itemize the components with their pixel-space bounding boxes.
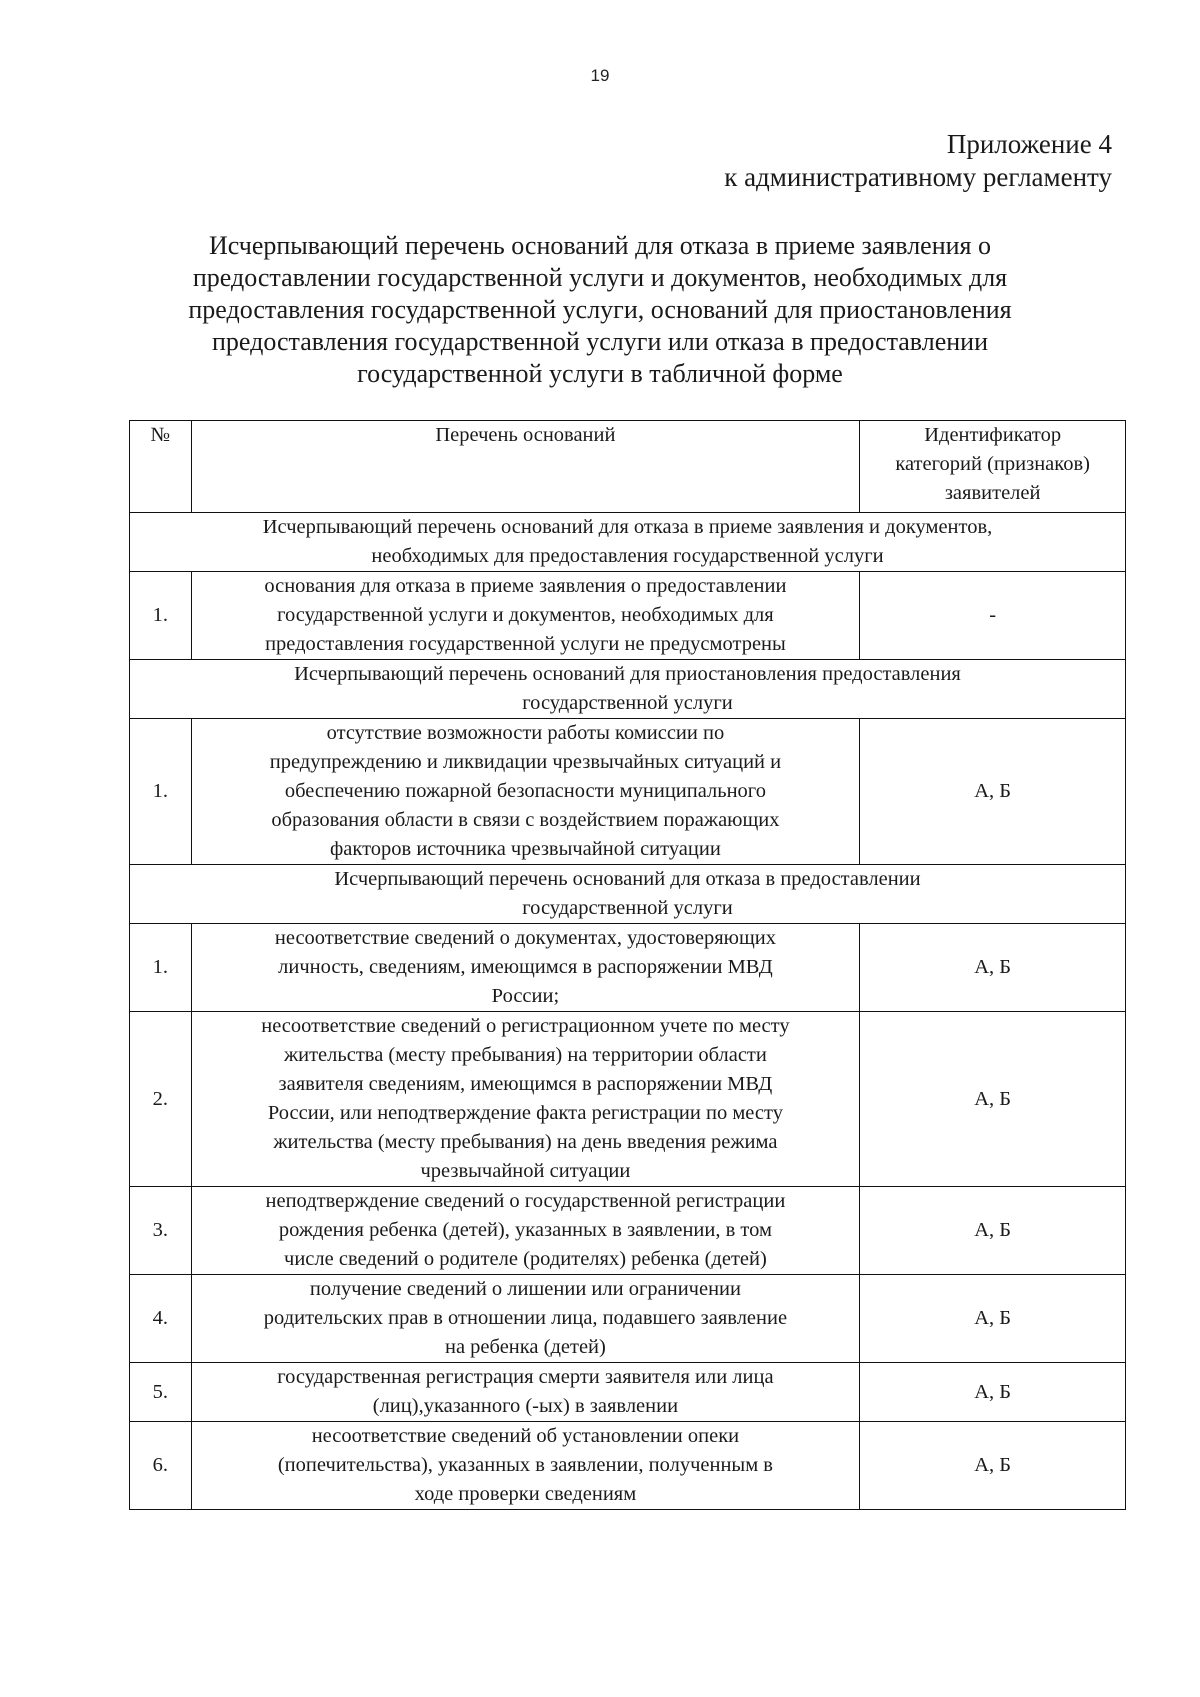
row-description: [191, 719, 860, 865]
table-row: [130, 572, 1126, 660]
row-number: 1.: [130, 719, 192, 865]
row-description-line: государственной услуги и документов, необходимых для: [277, 604, 774, 626]
row-description-line: рождения ребенка (детей), указанных в заявлении, в том: [278, 1219, 772, 1241]
row-number: 5.: [130, 1363, 192, 1422]
table-row: [130, 1187, 1126, 1275]
title-line: предоставлении государственной услуги и документов, необходимых для: [192, 263, 1008, 292]
document-title: [100, 230, 1100, 390]
row-category-id: А, Б: [860, 1363, 1126, 1422]
header-id-line: заявителей: [944, 482, 1041, 504]
header-number: №: [130, 421, 192, 513]
table-row: [130, 1363, 1126, 1422]
section-title-line: Исчерпывающий перечень оснований для приостановления предоставления: [294, 663, 961, 685]
row-description-line: жительства (месту пребывания) на день введения режима: [273, 1131, 778, 1153]
table-row: [130, 924, 1126, 1012]
header-id-line: Идентификатор: [924, 424, 1062, 446]
row-category-id: А, Б: [860, 1422, 1126, 1510]
table-row: [130, 1275, 1126, 1363]
section-title-line: государственной услуги: [522, 897, 733, 919]
row-category-id: А, Б: [860, 1012, 1126, 1187]
row-number: 1.: [130, 572, 192, 660]
table-row: [130, 1012, 1126, 1187]
section-title-line: Исчерпывающий перечень оснований для отказа в приеме заявления и документов,: [262, 516, 993, 538]
row-description-line: родительских прав в отношении лица, подавшего заявление: [263, 1307, 788, 1329]
row-description-line: (лиц),указанного (-ых) в заявлении: [372, 1395, 679, 1417]
row-description: [191, 1012, 860, 1187]
header-applicant-category-id: [860, 421, 1126, 513]
row-description-line: личность, сведениям, имеющимся в распоряжении МВД: [278, 956, 773, 978]
section-header-row: [130, 660, 1126, 719]
title-line: предоставления государственной услуги или отказа в предоставлении: [211, 327, 988, 356]
row-description-line: получение сведений о лишении или ограничении: [309, 1278, 741, 1300]
row-description-line: чрезвычайной ситуации: [420, 1160, 631, 1182]
table-row: [130, 1422, 1126, 1510]
table-row: [130, 719, 1126, 865]
row-description-line: (попечительства), указанных в заявлении, полученным в: [277, 1454, 773, 1476]
section-title-suspension: [130, 660, 1126, 719]
annex-subtitle: к административному регламенту: [724, 162, 1112, 192]
title-line: предоставления государственной услуги, оснований для приостановления: [188, 295, 1012, 324]
row-description-line: несоответствие сведений о документах, удостоверяющих: [274, 927, 776, 949]
title-line: Исчерпывающий перечень оснований для отказа в приеме заявления о: [208, 231, 991, 260]
annex-header: [724, 128, 1112, 194]
row-description-line: предупреждению и ликвидации чрезвычайных ситуаций и: [269, 751, 782, 773]
row-number: 4.: [130, 1275, 192, 1363]
table-header-row: [130, 421, 1126, 513]
row-description-line: предоставления государственной услуги не предусмотрены: [265, 633, 786, 655]
header-grounds-list: Перечень оснований: [191, 421, 860, 513]
row-category-id: -: [860, 572, 1126, 660]
grounds-table: [129, 420, 1126, 1510]
section-title-refusal-service: [130, 865, 1126, 924]
header-id-line: категорий (признаков): [895, 453, 1090, 475]
row-description-line: факторов источника чрезвычайной ситуации: [330, 838, 721, 860]
row-description-line: несоответствие сведений об установлении опеки: [311, 1425, 740, 1447]
section-title-line: государственной услуги: [522, 692, 733, 714]
row-description-line: государственная регистрация смерти заявителя или лица: [277, 1366, 774, 1388]
row-description-line: числе сведений о родителе (родителях) ребенка (детей): [284, 1248, 767, 1270]
row-description-line: несоответствие сведений о регистрационном учете по месту: [261, 1015, 790, 1037]
section-header-row: [130, 513, 1126, 572]
row-description-line: жительства (месту пребывания) на территории области: [283, 1044, 767, 1066]
page-number: 19: [590, 66, 610, 85]
row-number: 1.: [130, 924, 192, 1012]
row-description-line: заявителя сведениям, имеющимся в распоряжении МВД: [278, 1073, 773, 1095]
section-title-line: Исчерпывающий перечень оснований для отказа в предоставлении: [334, 868, 921, 890]
row-description: [191, 1422, 860, 1510]
annex-title: Приложение 4: [946, 129, 1112, 159]
row-description: [191, 924, 860, 1012]
row-description-line: неподтверждение сведений о государственной регистрации: [265, 1190, 786, 1212]
row-description: [191, 1275, 860, 1363]
row-description-line: России;: [491, 985, 560, 1007]
row-number: 6.: [130, 1422, 192, 1510]
row-number: 2.: [130, 1012, 192, 1187]
row-description-line: на ребенка (детей): [444, 1336, 606, 1358]
row-description-line: образования области в связи с воздействием поражающих: [271, 809, 780, 831]
title-line: государственной услуги в табличной форме: [357, 359, 843, 388]
row-description: [191, 1187, 860, 1275]
row-category-id: А, Б: [860, 924, 1126, 1012]
row-category-id: А, Б: [860, 1187, 1126, 1275]
row-description: [191, 572, 860, 660]
row-description-line: отсутствие возможности работы комиссии по: [326, 722, 725, 744]
section-title-refusal-acceptance: [130, 513, 1126, 572]
row-description-line: обеспечению пожарной безопасности муниципального: [284, 780, 766, 802]
row-description: [191, 1363, 860, 1422]
row-description-line: России, или неподтверждение факта регистрации по месту: [267, 1102, 783, 1124]
section-title-line: необходимых для предоставления государственной услуги: [371, 545, 884, 567]
section-header-row: [130, 865, 1126, 924]
row-category-id: А, Б: [860, 1275, 1126, 1363]
row-category-id: А, Б: [860, 719, 1126, 865]
row-description-line: ходе проверки сведениям: [414, 1483, 637, 1505]
row-description-line: основания для отказа в приеме заявления о предоставлении: [264, 575, 787, 597]
row-number: 3.: [130, 1187, 192, 1275]
